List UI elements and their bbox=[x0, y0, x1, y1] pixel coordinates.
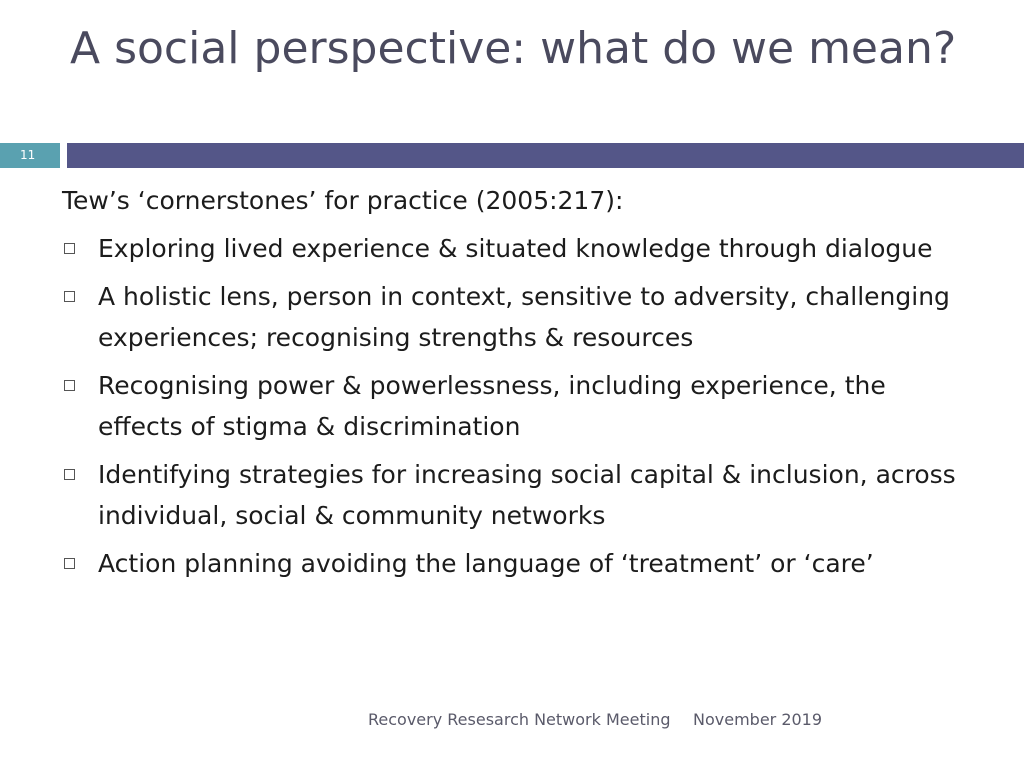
bullet-item bbox=[62, 454, 962, 536]
intro-text: Tew’s ‘cornerstones’ for practice (2005:217): bbox=[62, 186, 624, 215]
hollow-square-bullet-icon bbox=[64, 469, 75, 480]
bullet-text: Identifying strategies for increasing social capital & inclusion, across individual, social & community networks bbox=[98, 460, 956, 530]
hollow-square-bullet-icon bbox=[64, 558, 75, 569]
bullet-item bbox=[62, 228, 962, 269]
bullet-text: Exploring lived experience & situated knowledge through dialogue bbox=[98, 234, 933, 263]
slide-number: 11 bbox=[20, 148, 36, 162]
bullet-item bbox=[62, 543, 962, 584]
slide-body bbox=[62, 181, 962, 584]
hollow-square-bullet-icon bbox=[64, 291, 75, 302]
slide-title: A social perspective: what do we mean? bbox=[70, 23, 957, 74]
title-underline-bar bbox=[67, 143, 1024, 168]
hollow-square-bullet-icon bbox=[64, 380, 75, 391]
bullet-text: Action planning avoiding the language of ‘treatment’ or ‘care’ bbox=[98, 549, 874, 578]
bullet-text: Recognising power & powerlessness, including experience, the effects of stigma & discrimination bbox=[98, 371, 886, 441]
bullet-item bbox=[62, 276, 962, 358]
bullet-text: A holistic lens, person in context, sensitive to adversity, challenging experiences; recognising strengths & resources bbox=[98, 282, 950, 352]
hollow-square-bullet-icon bbox=[64, 243, 75, 254]
footer-date: November 2019 bbox=[693, 710, 823, 729]
bullet-item bbox=[62, 365, 962, 447]
footer-event: Recovery Resesarch Network Meeting bbox=[368, 710, 671, 729]
